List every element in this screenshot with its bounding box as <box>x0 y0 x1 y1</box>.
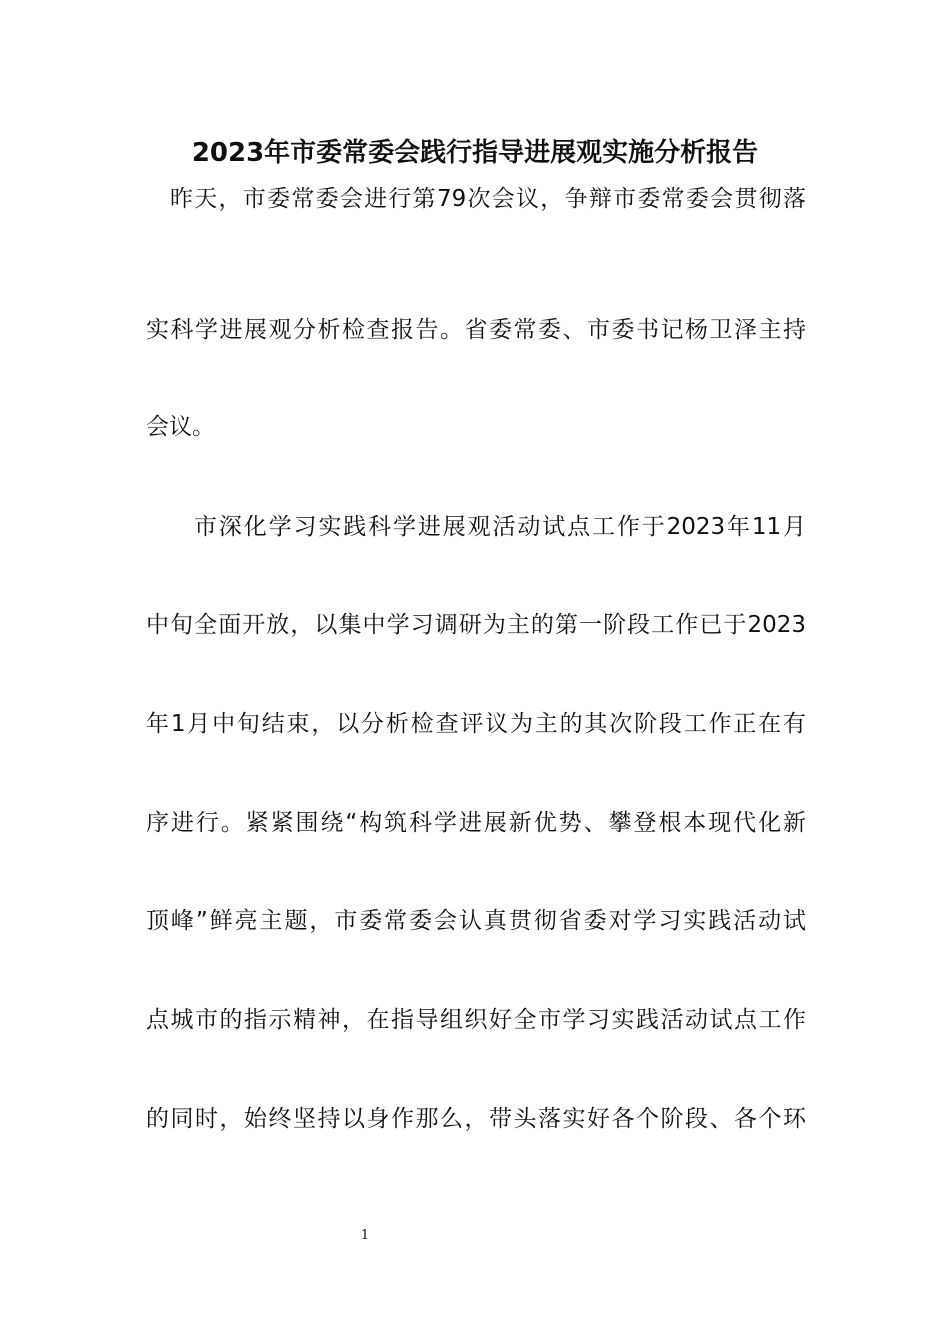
page-number: 1 <box>360 1228 370 1243</box>
paragraph-line: 点城市的指示精神，在指导组织好全市学习实践活动试点工作 <box>146 1007 806 1033</box>
paragraph-line: 中旬全面开放，以集中学习调研为主的第一阶段工作已于2023 <box>146 612 806 638</box>
paragraph-line: 的同时，始终坚持以身作那么，带头落实好各个阶段、各个环 <box>146 1106 806 1132</box>
paragraph-line: 年1月中旬结束，以分析检查评议为主的其次阶段工作正在有 <box>146 711 806 737</box>
paragraph-line: 市深化学习实践科学进展观活动试点工作于2023年11月 <box>194 514 806 540</box>
paragraph-line: 序进行。紧紧围绕“构筑科学进展新优势、攀登根本现代化新 <box>146 810 806 836</box>
paragraph-line: 实科学进展观分析检查报告。省委常委、市委书记杨卫泽主持 <box>146 317 806 343</box>
document-title: 2023年市委常委会践行指导进展观实施分析报告 <box>191 138 759 168</box>
paragraph-line: 昨天，市委常委会进行第79次会议，争辩市委常委会贯彻落 <box>170 186 806 212</box>
paragraph-line: 顶峰”鲜亮主题，市委常委会认真贯彻省委对学习实践活动试 <box>146 908 806 934</box>
paragraph-line: 会议。 <box>146 414 215 440</box>
